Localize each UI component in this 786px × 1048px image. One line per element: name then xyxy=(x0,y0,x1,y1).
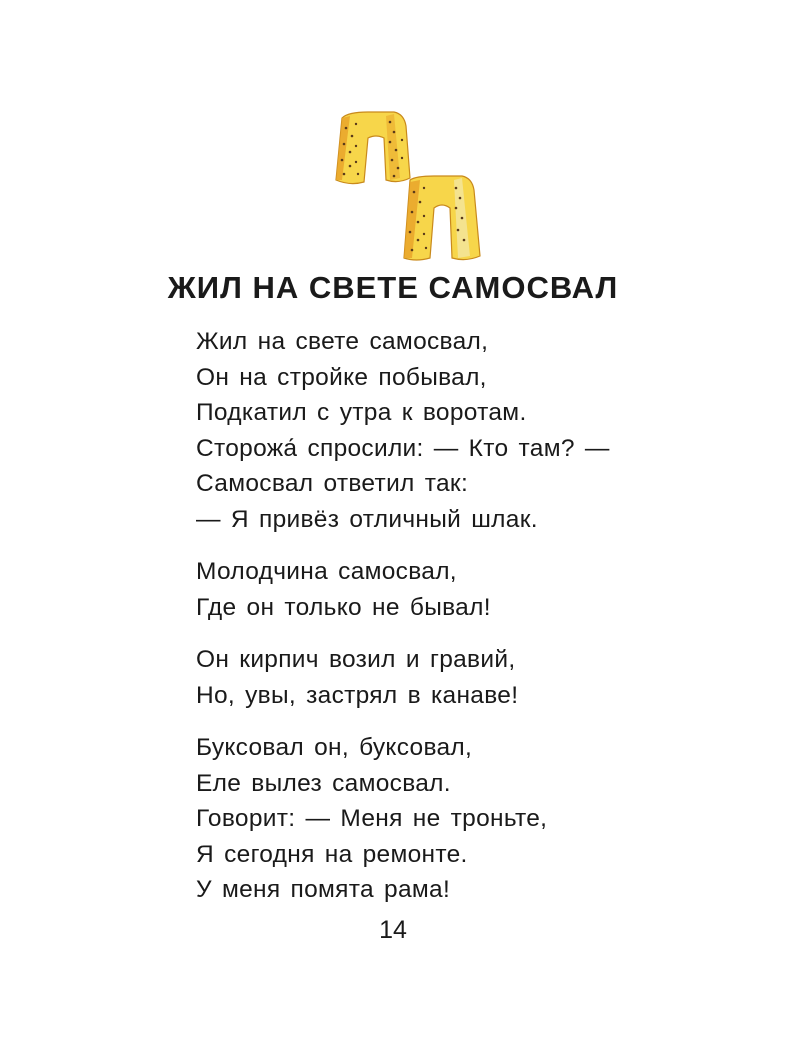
poem-title: ЖИЛ НА СВЕТЕ САМОСВАЛ xyxy=(167,270,619,305)
poem-line: Подкатил с утра к воротам. xyxy=(196,399,527,426)
poem-line: Буксовал он, буксовал, xyxy=(196,734,473,761)
upper-garment-icon xyxy=(336,112,410,184)
poem-line: — Я привёз отличный шлак. xyxy=(196,505,538,533)
poem-line: Я сегодня на ремонте. xyxy=(196,840,468,868)
poem-line: Жил на свете самосвал, xyxy=(196,328,489,355)
poem-line: Самосвал ответил так: xyxy=(196,470,469,497)
poem-line: Еле вылез самосвал. xyxy=(196,769,451,797)
poem-line: Сторожа́ спросили: — Кто там? — xyxy=(196,434,610,462)
poem-body xyxy=(196,324,756,925)
poem-line: Где он только не бывал! xyxy=(196,593,491,621)
stanza xyxy=(196,642,756,713)
poem-line: Молодчина самосвал, xyxy=(196,558,457,585)
poem-line: Говорит: — Меня не троньте, xyxy=(196,805,548,832)
lower-garment-icon xyxy=(404,176,480,260)
poem-line: Но, увы, застрял в канаве! xyxy=(196,681,519,709)
sweater-illustration-icon xyxy=(328,104,498,264)
stanza xyxy=(196,554,756,625)
poem-line: У меня помята рама! xyxy=(196,876,451,903)
page-number: 14 xyxy=(379,916,407,944)
stanza xyxy=(196,730,756,908)
poem-line: Он на стройке побывал, xyxy=(196,363,487,391)
poem-line: Он кирпич возил и гравий, xyxy=(196,646,516,673)
stanza xyxy=(196,324,756,537)
